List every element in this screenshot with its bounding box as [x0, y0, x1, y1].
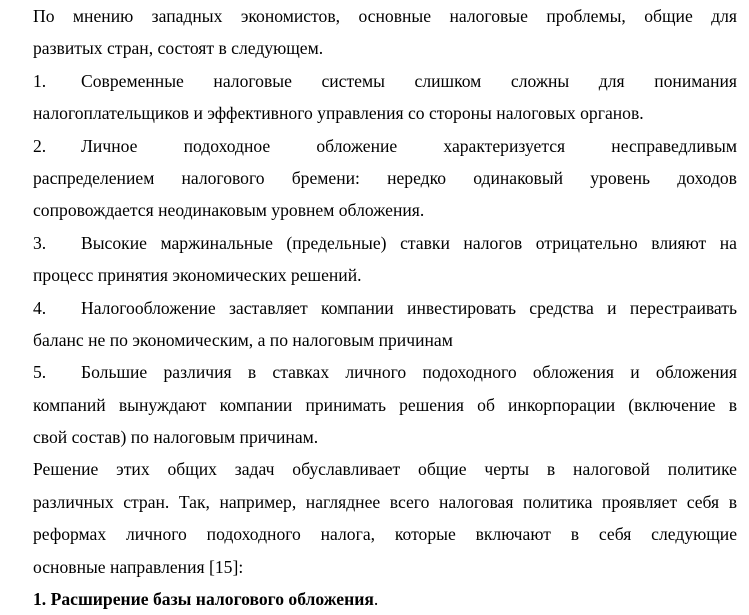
text-line: основные направления [15]:	[33, 556, 244, 577]
text-line: Решение этих общих задач обуславливает общие черты в налоговой политике	[33, 459, 737, 480]
text-line: налогоплательщиков и эффективного управления со стороны налоговых органов.	[33, 103, 644, 124]
text-line: сопровождается неодинаковым уровнем обложения.	[33, 200, 425, 221]
text-line: развитых стран, состоят в следующем.	[33, 38, 324, 59]
text-line: свой состав) по налоговым причинам.	[33, 427, 319, 448]
list-item-3	[33, 227, 737, 292]
text-line: реформах личного подоходного налога, которые включают в себя следующие	[33, 524, 737, 545]
text-line	[33, 356, 737, 388]
section-heading	[33, 583, 737, 615]
list-item-4	[33, 292, 737, 357]
text-line	[33, 130, 737, 162]
intro-paragraph	[33, 0, 737, 65]
text-line: По мнению западных экономистов, основные налоговые проблемы, общие для	[33, 6, 737, 26]
list-number: 1.	[33, 70, 47, 91]
text-line: процесс принятия экономических решений.	[33, 265, 362, 286]
text-line: компаний вынуждают компании принимать решения об инкорпорации (включение в	[33, 394, 737, 415]
document-page	[33, 0, 737, 615]
list-number: 3.	[33, 232, 47, 253]
text-line	[33, 292, 737, 324]
list-number: 2.	[33, 135, 47, 156]
list-item-5	[33, 356, 737, 453]
text-fragment: Высокие маржинальные (предельные) ставки налогов отрицательно влияют на	[81, 232, 737, 253]
list-item-1	[33, 65, 737, 130]
text-line	[33, 227, 737, 259]
text-line	[33, 65, 737, 97]
text-line: различных стран. Так, например, нагляднее всего налоговая политика проявляет себя в	[33, 491, 737, 512]
list-item-2	[33, 130, 737, 227]
text-fragment: Личное подоходное обложение характеризуется несправедливым	[81, 135, 737, 156]
heading-trailing: .	[373, 589, 379, 610]
heading-text: 1. Расширение базы налогового обложения	[33, 589, 374, 610]
text-line: баланс не по экономическим, а по налоговым причинам	[33, 329, 453, 350]
list-number: 5.	[33, 362, 47, 383]
text-fragment: Современные налоговые системы слишком сложны для понимания	[81, 70, 737, 91]
text-line: распределением налогового бремени: нередко одинаковый уровень доходов	[33, 167, 737, 188]
heading-line	[33, 583, 737, 615]
text-fragment: Большие различия в ставках личного подоходного обложения и обложения	[81, 362, 737, 383]
conclusion-paragraph	[33, 453, 737, 583]
list-number: 4.	[33, 297, 47, 318]
text-fragment: Налогообложение заставляет компании инвестировать средства и перестраивать	[81, 297, 737, 318]
